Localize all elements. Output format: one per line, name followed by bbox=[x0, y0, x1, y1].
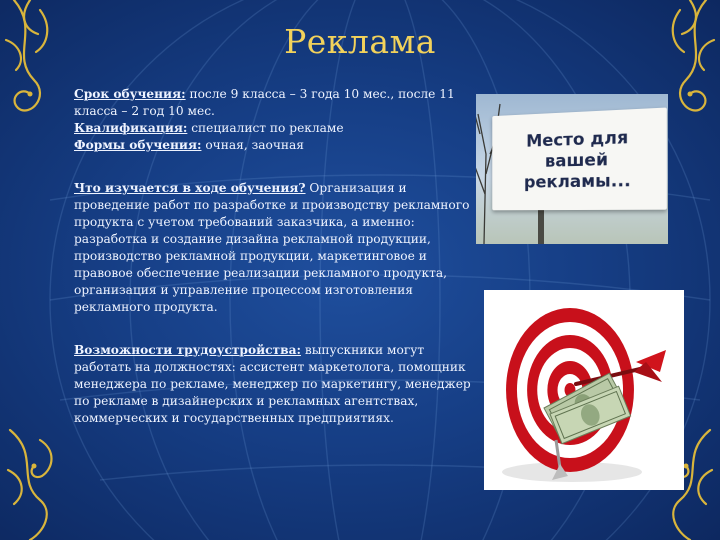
target-dart-money-image bbox=[484, 290, 684, 490]
studied-label: Что изучается в ходе обучения? bbox=[74, 181, 306, 195]
qualification-text: специалист по рекламе bbox=[187, 121, 344, 135]
duration-text: после 9 класса – 3 года 10 мес., после 11 класса – 2 год 10 мес. bbox=[74, 87, 455, 118]
employment-paragraph bbox=[74, 342, 476, 427]
forms-label: Формы обучения: bbox=[74, 138, 202, 152]
billboard-board bbox=[492, 108, 667, 211]
billboard-text: Место для вашей рекламы... bbox=[523, 127, 631, 193]
ornament-left bbox=[0, 0, 70, 540]
qualification-label: Квалификация: bbox=[74, 121, 188, 135]
forms-text: очная, заочная bbox=[201, 138, 304, 152]
studied-paragraph bbox=[74, 180, 476, 316]
studied-text: Организация и проведение работ по разработке и производству рекламного продукта с учетом требований заказчика, а именно: разработка и создание дизайна рекламной продукции, производство рекламной продукции, маркетинговое и правовое обеспечение реализации рекламного продукта, организация и управление процессом изготовления рекламного продукта. bbox=[74, 181, 470, 314]
forms-line bbox=[74, 137, 476, 154]
duration-line bbox=[74, 86, 476, 120]
slide-title: Реклама bbox=[284, 22, 436, 61]
target-illustration bbox=[484, 290, 684, 490]
program-info bbox=[74, 86, 476, 154]
billboard-image bbox=[476, 94, 668, 244]
employment-text: выпускники могут работать на должностях: ассистент маркетолога, помощник менеджера по рекламе, менеджер по маркетингу, менеджер по рекламе в дизайнерских и рекламных агентствах, коммерческих и государственных предприятиях. bbox=[74, 343, 471, 425]
duration-label: Срок обучения: bbox=[74, 87, 186, 101]
employment-label: Возможности трудоустройства: bbox=[74, 343, 301, 357]
billboard-pole bbox=[538, 206, 544, 244]
qualification-line bbox=[74, 120, 476, 137]
